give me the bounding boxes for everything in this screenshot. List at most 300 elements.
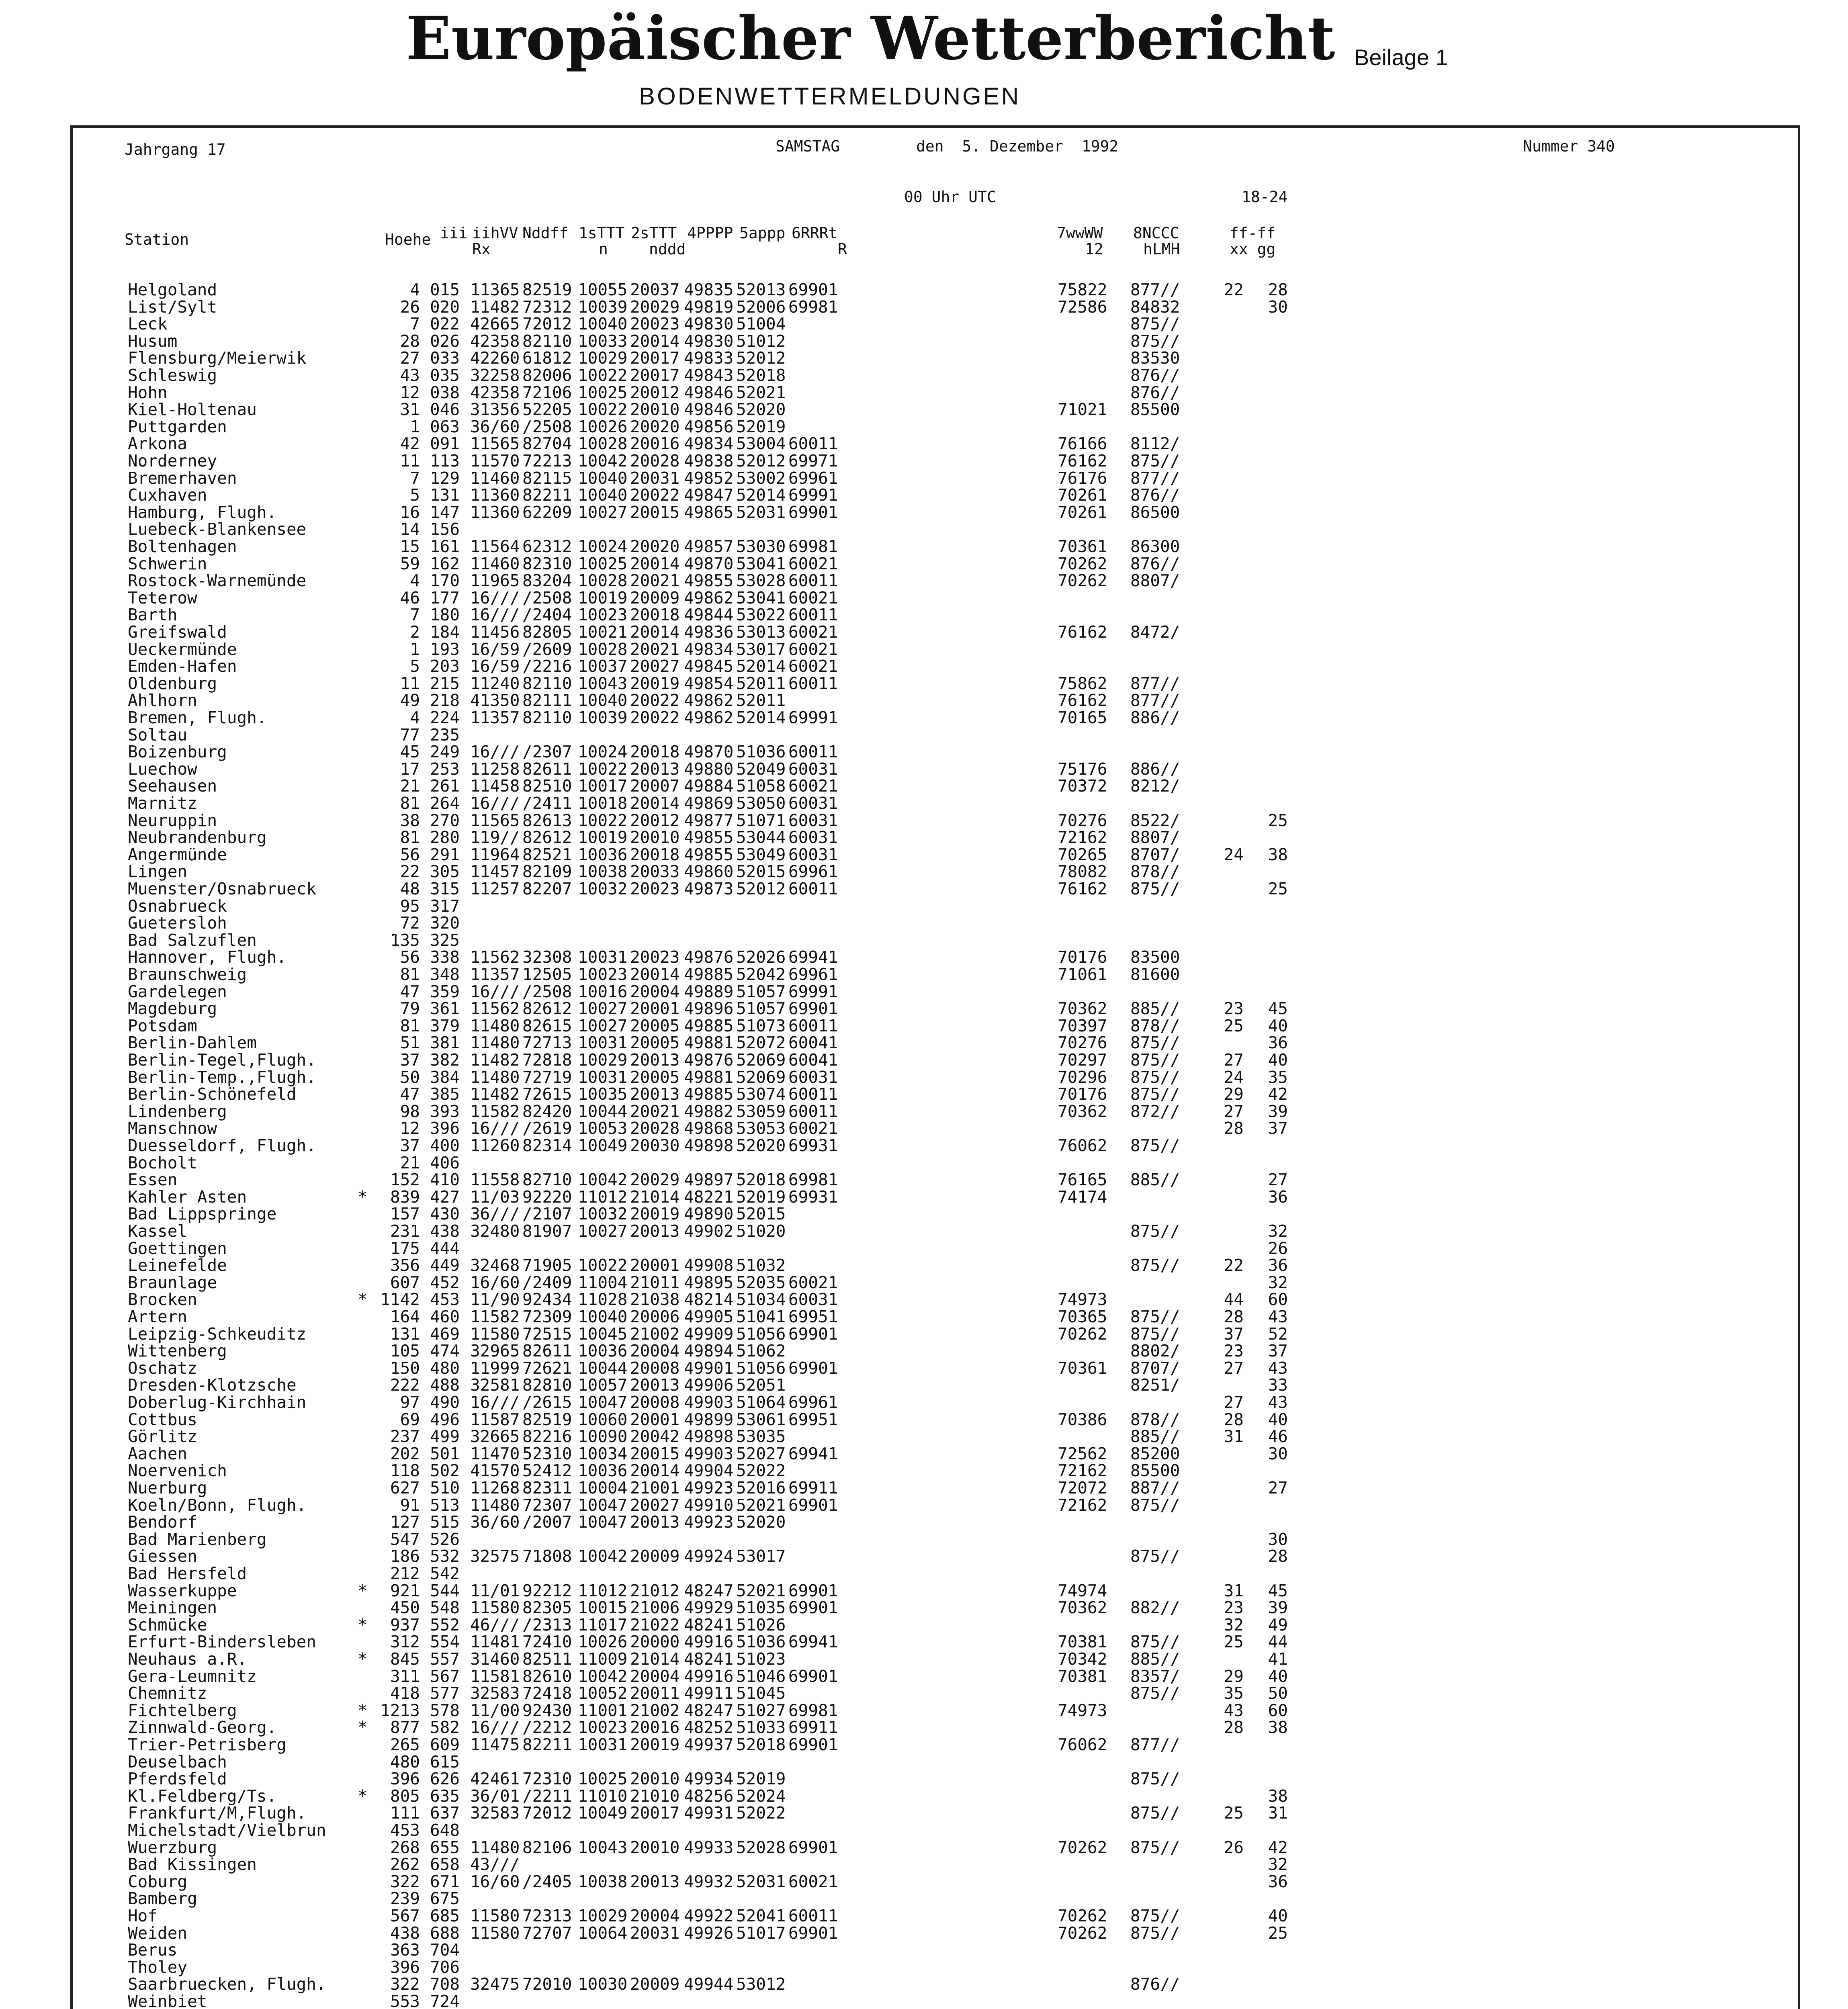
cell-iii: 438 xyxy=(430,1221,460,1241)
cell-p8: 875// xyxy=(1130,314,1180,334)
cell-p5: 51045 xyxy=(736,1684,786,1703)
cell-ihvv: 16/// xyxy=(470,1718,520,1737)
cell-p5: 51064 xyxy=(736,1393,786,1412)
cell-station: Bocholt xyxy=(128,1153,197,1172)
cell-p8: 877// xyxy=(1130,691,1180,710)
cell-p6: 60021 xyxy=(788,776,838,796)
cell-ihvv: 11482 xyxy=(470,297,520,317)
cell-p8: 875// xyxy=(1130,1684,1180,1703)
cell-height: 607 xyxy=(390,1273,420,1292)
cell-p8: 875// xyxy=(1130,1050,1180,1070)
cell-station: Tholey xyxy=(128,1957,188,1977)
cell-ihvv: 11480 xyxy=(470,1033,520,1053)
cell-ihvv: 32258 xyxy=(470,366,520,385)
cell-p4: 49903 xyxy=(684,1393,734,1412)
cell-p6: 69901 xyxy=(788,1735,838,1754)
cell-iii: 515 xyxy=(430,1512,460,1532)
table-row xyxy=(0,1017,1848,1035)
cell-s1: 11004 xyxy=(578,1273,628,1292)
cell-ihvv: 43/// xyxy=(470,1855,520,1874)
cell-s2: 21002 xyxy=(630,1700,680,1720)
cell-iii: 315 xyxy=(430,879,460,898)
cell-p6: 69991 xyxy=(788,708,838,727)
cell-iii: 022 xyxy=(430,314,460,334)
table-row xyxy=(0,521,1848,538)
cell-nddff: 82610 xyxy=(522,1666,572,1686)
cell-station: Cuxhaven xyxy=(128,485,207,505)
cell-s1: 10025 xyxy=(578,1769,628,1789)
cell-s2: 20014 xyxy=(630,965,680,984)
cell-s1: 10042 xyxy=(578,1547,628,1566)
cell-p6: 69901 xyxy=(788,1837,838,1857)
table-row xyxy=(0,898,1848,915)
cell-ihvv: 11482 xyxy=(470,1050,520,1070)
cell-p5: 51017 xyxy=(736,1923,786,1943)
cell-nddff: 72213 xyxy=(522,451,572,471)
cell-ffx: 26 xyxy=(1224,1837,1244,1857)
cell-height: 175 xyxy=(390,1238,420,1258)
cell-iii: 113 xyxy=(430,451,460,471)
cell-height: 47 xyxy=(400,982,420,1001)
cell-station: Boizenburg xyxy=(128,742,227,762)
cell-ihvv: 16/// xyxy=(470,1393,520,1412)
cell-p8: 8212/ xyxy=(1130,776,1180,796)
cell-p6: 60011 xyxy=(788,1084,838,1104)
cell-height: 98 xyxy=(400,1101,420,1121)
table-row xyxy=(0,1976,1848,1993)
cell-s2: 20014 xyxy=(630,794,680,813)
cell-ffg: 32 xyxy=(1268,1273,1288,1292)
cell-ihvv: 11260 xyxy=(470,1136,520,1155)
cell-p4: 49846 xyxy=(684,400,734,419)
table-row xyxy=(0,299,1848,316)
cell-ffx: 31 xyxy=(1224,1581,1244,1600)
cell-iii: 724 xyxy=(430,1992,460,2009)
cell-iii: 359 xyxy=(430,982,460,1001)
cell-p7: 70276 xyxy=(1058,1033,1107,1053)
table-row xyxy=(0,1788,1848,1805)
cell-height: 22 xyxy=(400,862,420,882)
cell-p8: 86300 xyxy=(1130,537,1180,556)
col-ihvv-sub: Rx xyxy=(472,240,491,258)
cell-iii: 170 xyxy=(430,571,460,591)
cell-ffg: 28 xyxy=(1268,280,1288,299)
cell-ihvv: 11580 xyxy=(470,1906,520,1925)
cell-ihvv: 11475 xyxy=(470,1735,520,1754)
cell-height: 1142 xyxy=(380,1290,420,1309)
cell-p5: 51026 xyxy=(736,1615,786,1635)
cell-station: Gardelegen xyxy=(128,982,227,1001)
cell-p4: 49890 xyxy=(684,1204,734,1224)
cell-p5: 52019 xyxy=(736,1769,786,1789)
cell-p4: 48247 xyxy=(684,1581,734,1600)
cell-ffg: 43 xyxy=(1268,1307,1288,1326)
cell-ffg: 60 xyxy=(1268,1290,1288,1309)
cell-station: Goettingen xyxy=(128,1238,227,1258)
cell-ffg: 36 xyxy=(1268,1256,1288,1275)
cell-ihvv: 11558 xyxy=(470,1170,520,1190)
cell-ffg: 30 xyxy=(1268,297,1288,317)
cell-station: Manschnow xyxy=(128,1119,217,1138)
table-row xyxy=(0,1822,1848,1839)
cell-station: Wuerzburg xyxy=(128,1837,217,1857)
cell-s1: 10040 xyxy=(578,1307,628,1326)
cell-p4: 49923 xyxy=(684,1478,734,1498)
cell-nddff: 32308 xyxy=(522,947,572,967)
cell-nddff: 82510 xyxy=(522,776,572,796)
cell-nddff: 82420 xyxy=(522,1101,572,1121)
cell-p6: 60011 xyxy=(788,434,838,454)
cell-p5: 53017 xyxy=(736,639,786,659)
cell-ffx: 35 xyxy=(1224,1684,1244,1703)
cell-p4: 49894 xyxy=(684,1341,734,1361)
cell-iii: 501 xyxy=(430,1444,460,1463)
cell-p7: 70276 xyxy=(1058,810,1107,830)
cell-nddff: /2404 xyxy=(522,605,572,625)
cell-nddff: 82111 xyxy=(522,691,572,710)
cell-ihvv: 32583 xyxy=(470,1803,520,1823)
cell-ihvv: 42260 xyxy=(470,348,520,368)
cell-p4: 49862 xyxy=(684,588,734,608)
col-ff-sub: xx gg xyxy=(1230,240,1276,258)
cell-s2: 21014 xyxy=(630,1649,680,1669)
cell-p6: 69991 xyxy=(788,485,838,505)
cell-s1: 10016 xyxy=(578,982,628,1001)
cell-nddff: 72012 xyxy=(522,314,572,334)
cell-p5: 52024 xyxy=(736,1786,786,1806)
cell-p8: 872// xyxy=(1130,1101,1180,1121)
cell-p5: 52015 xyxy=(736,862,786,882)
cell-p4: 49819 xyxy=(684,297,734,317)
cell-nddff: 72818 xyxy=(522,1050,572,1070)
cell-height: 450 xyxy=(390,1598,420,1618)
cell-p4: 49869 xyxy=(684,794,734,813)
cell-height: 186 xyxy=(390,1547,420,1566)
cell-iii: 038 xyxy=(430,383,460,402)
cell-s1: 10029 xyxy=(578,1050,628,1070)
cell-iii: 615 xyxy=(430,1752,460,1772)
cell-p8: 875// xyxy=(1130,331,1180,351)
cell-p4: 49931 xyxy=(684,1803,734,1823)
table-row xyxy=(0,367,1848,384)
cell-nddff: 82519 xyxy=(522,280,572,299)
cell-s2: 20016 xyxy=(630,434,680,454)
cell-height: 111 xyxy=(390,1803,420,1823)
cell-s2: 20015 xyxy=(630,502,680,522)
cell-nddff: /2211 xyxy=(522,1786,572,1806)
cell-ihvv: 41570 xyxy=(470,1461,520,1481)
cell-p5: 53004 xyxy=(736,434,786,454)
cell-p5: 52021 xyxy=(736,1495,786,1515)
table-row xyxy=(0,1103,1848,1120)
cell-s2: 20017 xyxy=(630,348,680,368)
cell-station: Meiningen xyxy=(128,1598,217,1618)
cell-ffx: 25 xyxy=(1224,1632,1244,1652)
cell-p5: 52018 xyxy=(736,366,786,385)
cell-p8: 877// xyxy=(1130,468,1180,488)
cell-s2: 20013 xyxy=(630,1221,680,1241)
cell-iii: 671 xyxy=(430,1872,460,1891)
col-7wwww-sub: 12 xyxy=(1085,240,1103,258)
cell-p5: 53049 xyxy=(736,845,786,864)
cell-p7: 75822 xyxy=(1058,280,1107,299)
cell-p7: 72072 xyxy=(1058,1478,1107,1498)
cell-height: 150 xyxy=(390,1358,420,1378)
table-row xyxy=(0,1719,1848,1736)
cell-ffg: 41 xyxy=(1268,1649,1288,1669)
cell-p7: 70381 xyxy=(1058,1632,1107,1652)
table-row xyxy=(0,966,1848,983)
cell-height: 164 xyxy=(390,1307,420,1326)
cell-height: 42 xyxy=(400,434,420,454)
cell-p4: 48256 xyxy=(684,1786,734,1806)
cell-mark: * xyxy=(358,1649,368,1669)
cell-s2: 20014 xyxy=(630,1461,680,1481)
cell-iii: 253 xyxy=(430,759,460,779)
cell-mark: * xyxy=(358,1581,368,1600)
cell-p6: 60021 xyxy=(788,554,838,573)
table-row xyxy=(0,1428,1848,1445)
cell-ihvv: 32575 xyxy=(470,1547,520,1566)
cell-height: 77 xyxy=(400,725,420,745)
table-row xyxy=(0,1308,1848,1326)
cell-ffg: 35 xyxy=(1268,1067,1288,1087)
cell-ffg: 38 xyxy=(1268,845,1288,864)
cell-s2: 21038 xyxy=(630,1290,680,1309)
table-row xyxy=(0,1839,1848,1856)
cell-s1: 10044 xyxy=(578,1101,628,1121)
cell-p4: 49916 xyxy=(684,1632,734,1652)
cell-ffg: 45 xyxy=(1268,999,1288,1019)
cell-height: 312 xyxy=(390,1632,420,1652)
cell-nddff: 92434 xyxy=(522,1290,572,1309)
cell-s2: 20018 xyxy=(630,845,680,864)
cell-p4: 49838 xyxy=(684,451,734,471)
cell-ffg: 32 xyxy=(1268,1855,1288,1874)
cell-s2: 20011 xyxy=(630,1684,680,1703)
weekday-label: SAMSTAG xyxy=(776,137,840,155)
cell-s1: 10055 xyxy=(578,280,628,299)
cell-ihvv: 11564 xyxy=(470,537,520,556)
cell-nddff: 82207 xyxy=(522,879,572,898)
cell-p4: 49880 xyxy=(684,759,734,779)
cell-p4: 49830 xyxy=(684,314,734,334)
cell-iii: 280 xyxy=(430,828,460,847)
cell-ihvv: 11365 xyxy=(470,280,520,299)
cell-p6: 60031 xyxy=(788,845,838,864)
cell-nddff: 72307 xyxy=(522,1495,572,1515)
table-row xyxy=(0,1205,1848,1223)
cell-p8: 875// xyxy=(1130,1307,1180,1326)
cell-ihvv: 16/// xyxy=(470,1119,520,1138)
cell-height: 49 xyxy=(400,691,420,710)
cell-nddff: 62312 xyxy=(522,537,572,556)
table-row xyxy=(0,1873,1848,1890)
cell-s2: 20029 xyxy=(630,1170,680,1190)
cell-p5: 52022 xyxy=(736,1803,786,1823)
table-row xyxy=(0,470,1848,487)
cell-ihvv: 11357 xyxy=(470,708,520,727)
cell-s2: 20021 xyxy=(630,639,680,659)
cell-iii: 270 xyxy=(430,810,460,830)
cell-p4: 49903 xyxy=(684,1444,734,1463)
cell-s1: 10026 xyxy=(578,1632,628,1652)
table-row xyxy=(0,1052,1848,1069)
cell-p6: 69981 xyxy=(788,297,838,317)
cell-station: Duesseldorf, Flugh. xyxy=(128,1136,316,1155)
cell-p8: 878// xyxy=(1130,862,1180,882)
cell-ffg: 45 xyxy=(1268,1581,1288,1600)
table-row xyxy=(0,812,1848,829)
cell-ihvv: 11360 xyxy=(470,485,520,505)
cell-iii: 582 xyxy=(430,1718,460,1737)
cell-station: Luechow xyxy=(128,759,197,779)
cell-nddff: /2216 xyxy=(522,657,572,676)
cell-s2: 20013 xyxy=(630,1872,680,1891)
cell-iii: 291 xyxy=(430,845,460,864)
cell-ffg: 42 xyxy=(1268,1837,1288,1857)
cell-station: Bremen, Flugh. xyxy=(128,708,267,727)
cell-s2: 20001 xyxy=(630,1410,680,1429)
cell-p6: 60031 xyxy=(788,1290,838,1309)
cell-ffx: 29 xyxy=(1224,1084,1244,1104)
cell-s1: 10024 xyxy=(578,742,628,762)
cell-height: 72 xyxy=(400,913,420,933)
cell-p6: 60011 xyxy=(788,1906,838,1925)
cell-s2: 20023 xyxy=(630,879,680,898)
cell-s1: 10036 xyxy=(578,845,628,864)
cell-p8: 882// xyxy=(1130,1598,1180,1618)
cell-nddff: 72621 xyxy=(522,1358,572,1378)
cell-ihvv: 11/03 xyxy=(470,1187,520,1207)
cell-nddff: 82211 xyxy=(522,485,572,505)
cell-p4: 49855 xyxy=(684,571,734,591)
cell-ffg: 40 xyxy=(1268,1050,1288,1070)
cell-station: Leinefelde xyxy=(128,1256,227,1275)
cell-height: 81 xyxy=(400,828,420,847)
cell-s2: 21012 xyxy=(630,1581,680,1600)
cell-iii: 091 xyxy=(430,434,460,454)
cell-s1: 10064 xyxy=(578,1923,628,1943)
cell-p5: 53002 xyxy=(736,468,786,488)
table-row xyxy=(0,1479,1848,1497)
cell-ihvv: 11480 xyxy=(470,1495,520,1515)
cell-height: 95 xyxy=(400,896,420,916)
table-row xyxy=(0,709,1848,726)
cell-height: 118 xyxy=(390,1461,420,1481)
cell-s2: 20022 xyxy=(630,708,680,727)
cell-p5: 51036 xyxy=(736,1632,786,1652)
cell-p6: 69961 xyxy=(788,468,838,488)
cell-s2: 20027 xyxy=(630,657,680,676)
cell-p4: 49836 xyxy=(684,622,734,642)
cell-s2: 20042 xyxy=(630,1427,680,1446)
cell-p5: 52014 xyxy=(736,657,786,676)
cell-height: 131 xyxy=(390,1324,420,1344)
cell-iii: 184 xyxy=(430,622,460,642)
cell-s2: 20023 xyxy=(630,314,680,334)
cell-p6: 60011 xyxy=(788,571,838,591)
cell-s1: 10034 xyxy=(578,1444,628,1463)
cell-p4: 49855 xyxy=(684,828,734,847)
cell-height: 50 xyxy=(400,1067,420,1087)
table-row xyxy=(0,452,1848,470)
cell-nddff: 83204 xyxy=(522,571,572,591)
cell-mark: * xyxy=(358,1718,368,1737)
cell-nddff: 82106 xyxy=(522,1837,572,1857)
cell-iii: 382 xyxy=(430,1050,460,1070)
cell-station: Schwerin xyxy=(128,554,207,573)
cell-p5: 52022 xyxy=(736,1461,786,1481)
cell-ffg: 37 xyxy=(1268,1341,1288,1361)
cell-p5: 51004 xyxy=(736,314,786,334)
cell-s1: 10027 xyxy=(578,502,628,522)
cell-p8: 875// xyxy=(1130,1084,1180,1104)
cell-p8: 885// xyxy=(1130,1427,1180,1446)
cell-s1: 10022 xyxy=(578,400,628,419)
cell-p6: 60041 xyxy=(788,1033,838,1053)
cell-p8: 8807/ xyxy=(1130,828,1180,847)
cell-s1: 10019 xyxy=(578,828,628,847)
cell-ihvv: 11480 xyxy=(470,1837,520,1857)
cell-nddff: 82615 xyxy=(522,1016,572,1035)
table-row xyxy=(0,606,1848,624)
table-row xyxy=(0,743,1848,761)
cell-station: Nuerburg xyxy=(128,1478,207,1498)
cell-ffx: 28 xyxy=(1224,1119,1244,1138)
cell-p8: 85500 xyxy=(1130,400,1180,419)
cell-p5: 52012 xyxy=(736,451,786,471)
cell-iii: 548 xyxy=(430,1598,460,1618)
table-row xyxy=(0,1154,1848,1172)
cell-p6: 60031 xyxy=(788,794,838,813)
cell-p5: 53059 xyxy=(736,1101,786,1121)
cell-height: 21 xyxy=(400,776,420,796)
cell-p6: 60021 xyxy=(788,1119,838,1138)
date-label: den 5. Dezember 1992 xyxy=(916,137,1119,155)
cell-nddff: 71808 xyxy=(522,1547,572,1566)
cell-ffg: 30 xyxy=(1268,1444,1288,1463)
cell-iii: 609 xyxy=(430,1735,460,1754)
table-row xyxy=(0,692,1848,709)
cell-ffg: 40 xyxy=(1268,1666,1288,1686)
table-row xyxy=(0,1000,1848,1017)
cell-iii: 015 xyxy=(430,280,460,299)
cell-ffx: 27 xyxy=(1224,1393,1244,1412)
cell-s2: 20020 xyxy=(630,417,680,436)
cell-ffg: 44 xyxy=(1268,1632,1288,1652)
cell-p5: 53035 xyxy=(736,1427,786,1446)
cell-ffg: 26 xyxy=(1268,1238,1288,1258)
cell-station: Neubrandenburg xyxy=(128,828,267,847)
table-row xyxy=(0,487,1848,504)
cell-ffg: 31 xyxy=(1268,1803,1288,1823)
cell-p7: 76162 xyxy=(1058,622,1107,642)
issue-number: Nummer 340 xyxy=(1523,137,1615,155)
cell-iii: 496 xyxy=(430,1410,460,1429)
cell-p8: 875// xyxy=(1130,1769,1180,1789)
cell-ihvv: 11999 xyxy=(470,1358,520,1378)
cell-p4: 49862 xyxy=(684,708,734,727)
cell-s1: 10035 xyxy=(578,1084,628,1104)
cell-ffx: 27 xyxy=(1224,1101,1244,1121)
cell-p8: 81600 xyxy=(1130,965,1180,984)
cell-s1: 10026 xyxy=(578,417,628,436)
cell-ihvv: 11240 xyxy=(470,673,520,693)
cell-s1: 10047 xyxy=(578,1512,628,1532)
cell-ffx: 24 xyxy=(1224,845,1244,864)
cell-s2: 20019 xyxy=(630,1204,680,1224)
